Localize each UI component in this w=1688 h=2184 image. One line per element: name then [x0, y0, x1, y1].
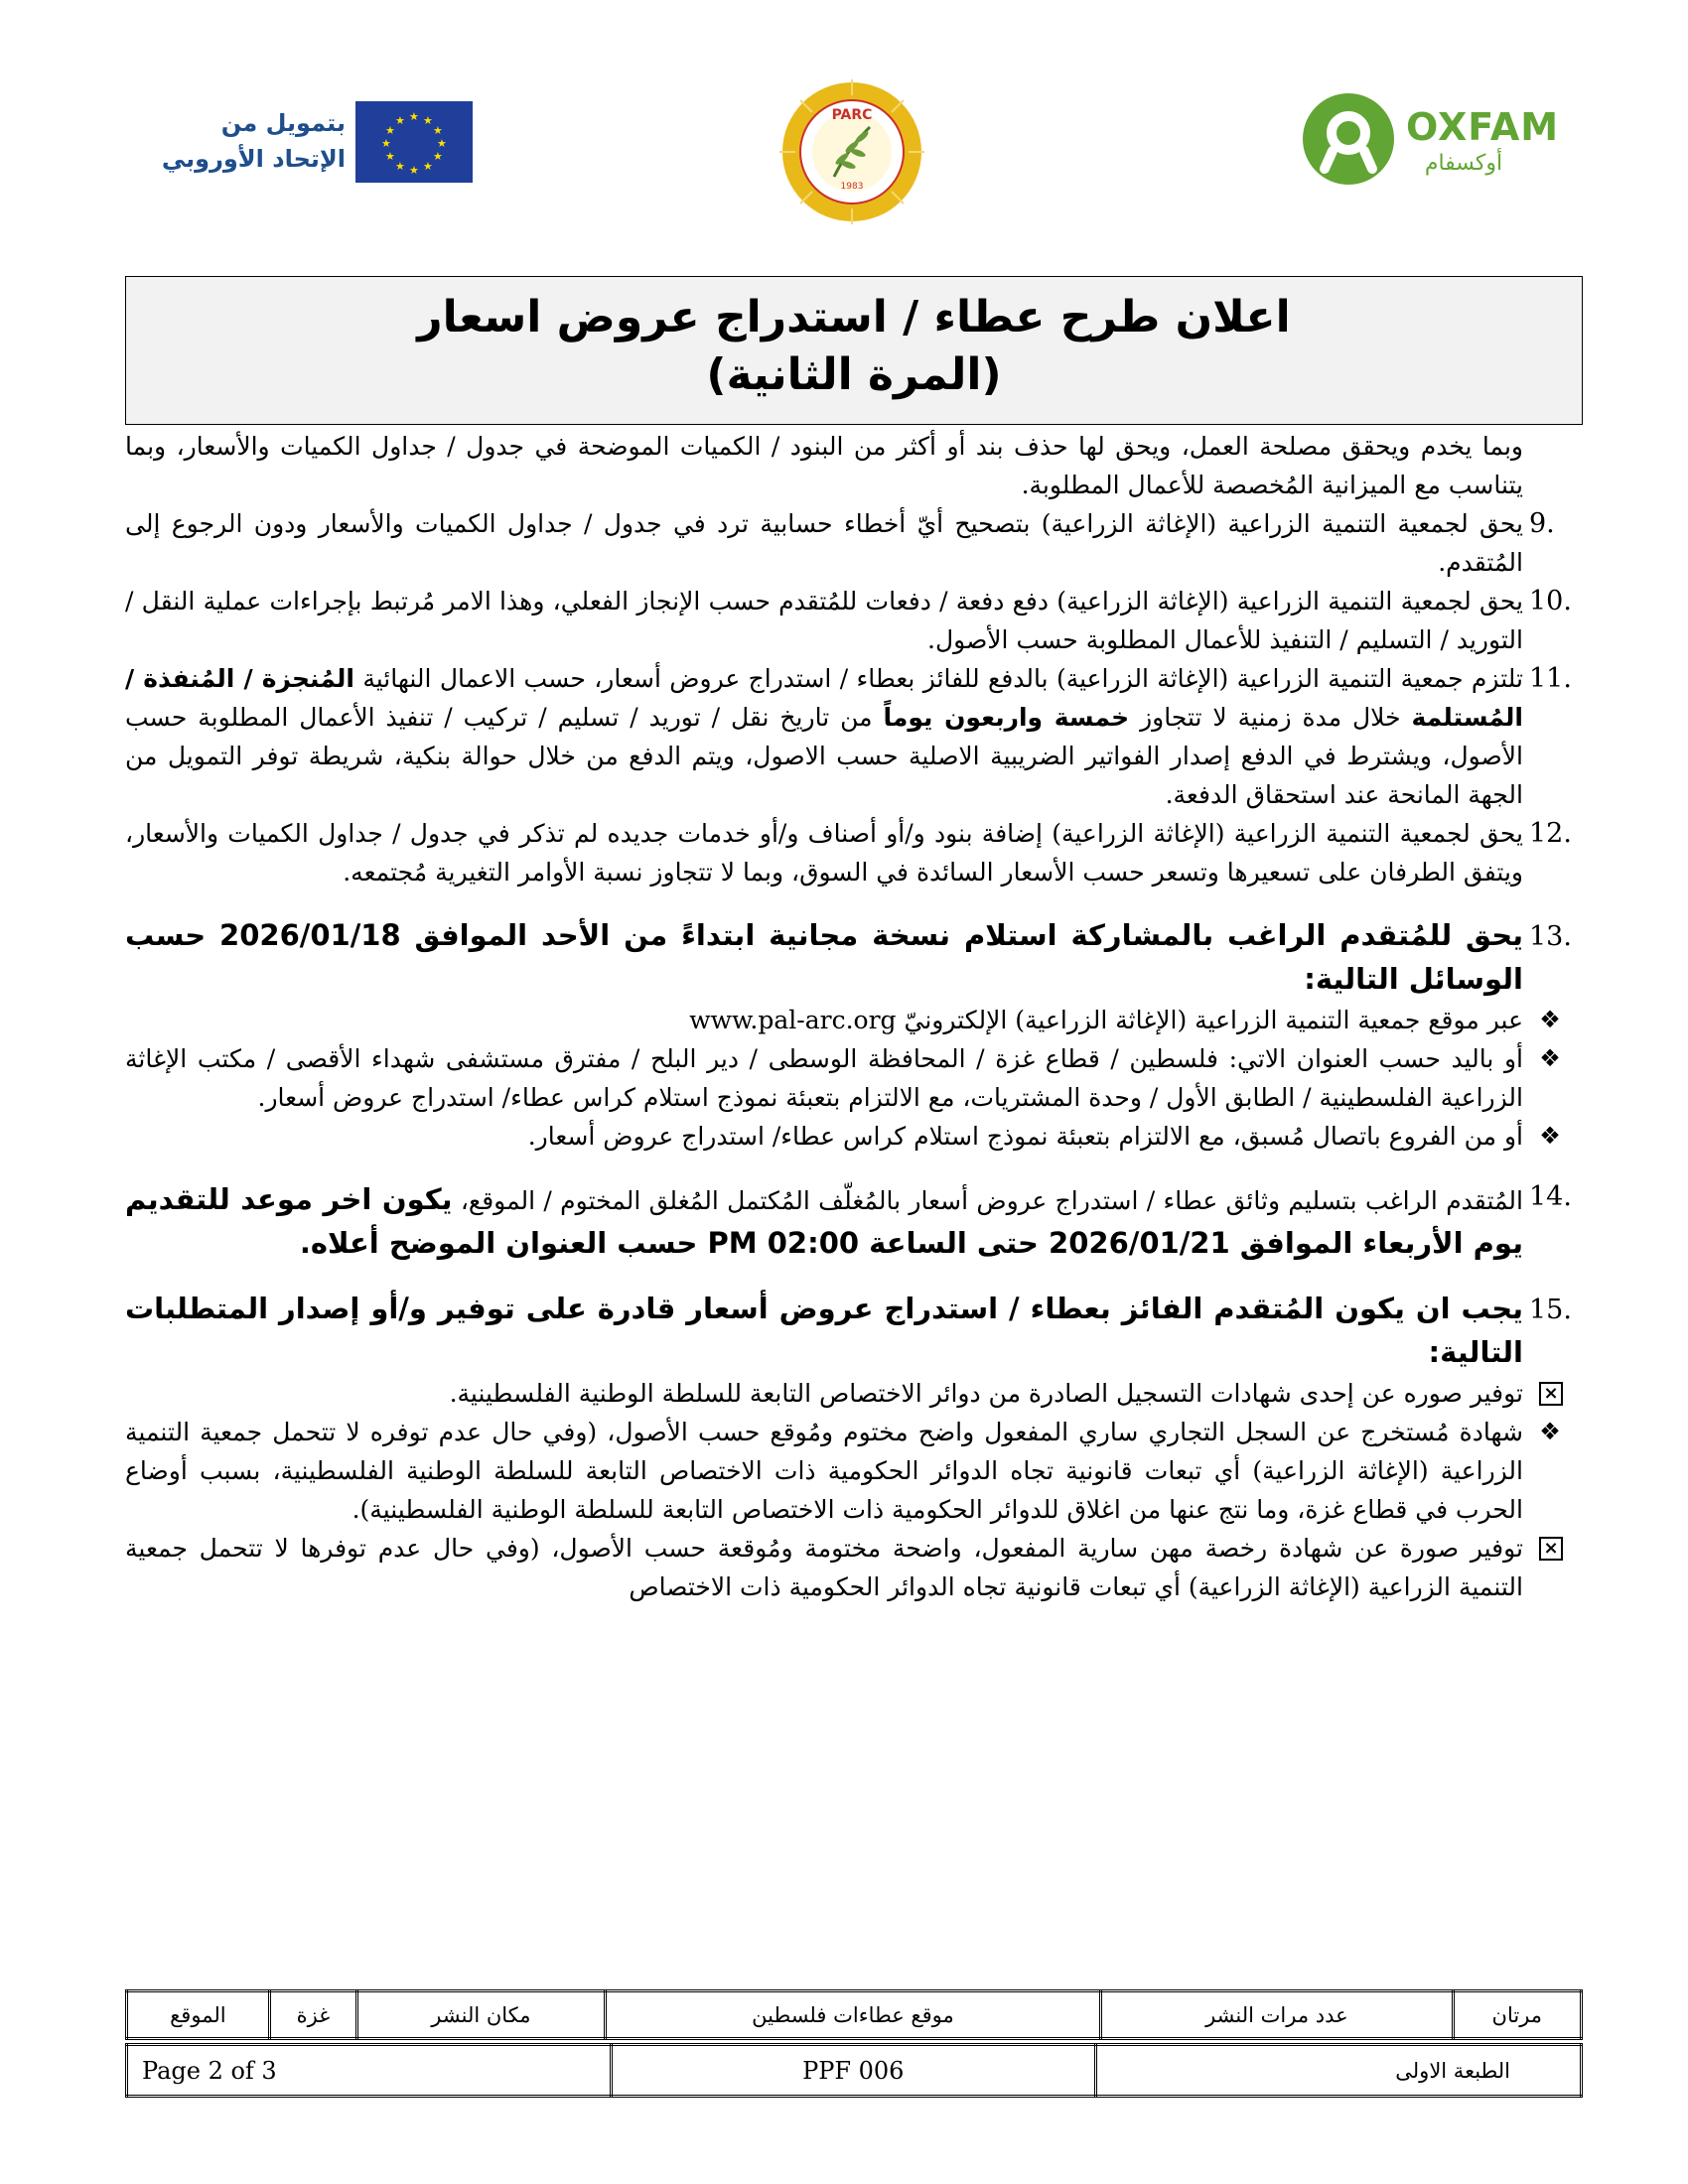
eu-text-line2: الإتحاد الأوروبي: [161, 145, 346, 173]
clause-13-bullet-3: [125, 1117, 1561, 1156]
clause-number: 10.: [1529, 586, 1572, 616]
clause-number: 12.: [1529, 818, 1572, 849]
diamond-bullet-icon: ❖: [1539, 1006, 1561, 1033]
parc-emblem-icon: [773, 77, 931, 226]
clause-number: 14.: [1529, 1181, 1572, 1212]
clause-15-bullet-3: [125, 1529, 1559, 1606]
parc-logo: [773, 77, 931, 226]
bullet-text: شهادة مُستخرج عن السجل التجاري ساري المفعول واضح مختوم ومُوقع حسب الأصول، (وفي حال عدم توفره لا تتحمل جمعية التنمية الزراعية (الإغاثة الزراعية) أي تبعات قانونية تجاه الدوائر الحكومية ذات الاختصاص التابعة للسلطة الوطنية الفلسطينية، بسبب أوضاع الحرب في قطاع غزة، وما نتج عنها من اغلاق للدوائر الحكومية ذات الاختصاص التابعة للسلطة الوطنية الفلسطينية).: [125, 1418, 1523, 1524]
svg-text:1983: 1983: [840, 182, 864, 192]
cell-publish-count-label: عدد مرات النشر: [1101, 1991, 1453, 2039]
clause-15-heading: يجب ان يكون المُتقدم الفائز بعطاء / استدراج عروض أسعار قادرة على توفير و/أو إصدار المتطلبات التالية:: [125, 1292, 1523, 1369]
page-info-row: [127, 2045, 1582, 2097]
clause-15: [125, 1287, 1572, 1606]
website-url[interactable]: www.pal-arc.org: [689, 1006, 897, 1034]
edition-label: الطبعة الاولى: [1095, 2045, 1581, 2097]
clause-11-bold-a: المُنجزة / المُنفذة / المُستلمة: [125, 664, 1523, 732]
oxfam-logo: [1303, 89, 1561, 189]
clause-9: [125, 504, 1555, 582]
eu-flag-icon: ★ ★ ★ ★ ★ ★ ★ ★ ★ ★ ★ ★: [355, 101, 473, 183]
clause-text: يحق لجمعية التنمية الزراعية (الإغاثة الزراعية) إضافة بنود و/أو أصناف و/أو خدمات جديده لم تذكر في جدول / جداول الكميات والأسعار، ويتفق الطرفان على تسعيرها وتسعر حسب الأسعار السائدة في السوق، وبما لا تتجاوز نسبة الأوامر التغيرية مُجتمعه.: [125, 819, 1523, 887]
diamond-bullet-icon: ❖: [1539, 1122, 1561, 1150]
checkbox-bullet-icon: ×: [1539, 1537, 1563, 1561]
clause-13-bullet-2: [125, 1039, 1561, 1117]
announcement-title-box: [125, 276, 1583, 425]
cell-location-label: الموقع: [127, 1991, 270, 2039]
clause-15-bullet-1: [125, 1374, 1559, 1413]
cell-publish-place-value: موقع عطاءات فلسطين: [605, 1991, 1100, 2039]
intro-paragraph: وبما يخدم ويحقق مصلحة العمل، ويحق لها حذف بند أو أكثر من البنود / الكميات الموضحة في جدول / جداول الكميات والأسعار، وبما يتناسب مع الميزانية المُخصصة للأعمال المطلوبة.: [125, 432, 1523, 499]
clause-number: 11.: [1529, 663, 1572, 694]
cell-publish-count-value: مرتان: [1453, 1991, 1581, 2039]
title-line1: اعلان طرح عطاء / استدراج عروض اسعار: [417, 292, 1291, 342]
clause-11-text-b: خلال مدة زمنية لا تتجاوز: [1140, 703, 1401, 732]
oxfam-circle-icon: [1303, 93, 1394, 185]
oxfam-wordmark: OXFAM: [1406, 105, 1560, 149]
eu-funding-text: [157, 105, 346, 177]
bullet-text: عبر موقع جمعية التنمية الزراعية (الإغاثة الزراعية) الإلكترونيّ: [904, 1006, 1523, 1034]
clause-11-text-a: تلتزم جمعية التنمية الزراعية (الإغاثة الزراعية) بالدفع للفائز بعطاء / استدراج عروض أسعار، حسب الاعمال النهائية: [362, 664, 1523, 693]
publication-info-table: [125, 1989, 1583, 2040]
clause-number: 9.: [1529, 508, 1555, 539]
clause-11-bold-b: خمسة واربعون يوماً: [883, 703, 1130, 732]
bullet-text: أو من الفروع باتصال مُسبق، مع الالتزام بتعبئة نموذج استلام كراس عطاء/ استدراج عروض أسعار.: [527, 1122, 1523, 1151]
clause-text: يحق لجمعية التنمية الزراعية (الإغاثة الزراعية) بتصحيح أيّ أخطاء حسابية ترد في جدول / جداول الكميات والأسعار ودون الرجوع إلى المُتقدم.: [125, 509, 1523, 577]
clause-number: 15.: [1529, 1295, 1572, 1325]
eu-funding-logo: [157, 101, 475, 185]
clause-13: [125, 913, 1572, 1156]
cell-location-value: غزة: [269, 1991, 356, 2039]
checkbox-bullet-icon: ×: [1539, 1382, 1563, 1406]
clause-13-heading: يحق للمُتقدم الراغب بالمشاركة استلام نسخة مجانية ابتداءً من الأحد الموافق 2026/01/18 حسب الوسائل التالية:: [125, 918, 1523, 996]
cell-publish-place-label: مكان النشر: [357, 1991, 606, 2039]
clause-14-deadline: يكون اخر موعد للتقديم يوم الأربعاء الموافق 2026/01/21 حتى الساعة 02:00 PM حسب العنوان الموضح أعلاه.: [125, 1182, 1523, 1260]
clause-text: [125, 659, 1523, 814]
page-info-table: [125, 2043, 1583, 2098]
svg-text:PARC: PARC: [831, 107, 873, 123]
clause-number: 13.: [1529, 921, 1572, 952]
bullet-text: توفير صورة عن شهادة رخصة مهن سارية المفعول، واضحة مختومة ومُوقعة حسب الأصول، (وفي حال عدم توفرها لا تتحمل جمعية التنمية الزراعية (الإغاثة الزراعية) أي تبعات قانونية تجاه الدوائر الحكومية ذات الاختصاص: [125, 1534, 1523, 1601]
clause-15-bullet-2: [125, 1413, 1561, 1529]
clause-text: [125, 1177, 1523, 1265]
diamond-bullet-icon: ❖: [1539, 1418, 1561, 1445]
clause-13-bullet-1: [125, 1001, 1561, 1039]
clause-11: [125, 659, 1572, 814]
clause-12: [125, 814, 1572, 891]
bullet-text: توفير صوره عن إحدى شهادات التسجيل الصادرة من دوائر الاختصاص التابعة للسلطة الوطنية الفلسطينية.: [449, 1379, 1523, 1408]
oxfam-arabic-name: أوكسفام: [1424, 151, 1503, 176]
document-body: [125, 427, 1572, 1606]
publication-info-row: [127, 1991, 1582, 2039]
diamond-bullet-icon: ❖: [1539, 1044, 1561, 1072]
clause-10: [125, 582, 1572, 659]
form-code: PPF 006: [611, 2045, 1095, 2097]
clause-14: [125, 1177, 1572, 1265]
page-number: Page 2 of 3: [127, 2045, 612, 2097]
eu-text-line1: بتمويل من: [220, 109, 346, 137]
bullet-text: أو باليد حسب العنوان الاتي: فلسطين / قطاع غزة / المحافظة الوسطى / دير البلح / مفترق مستشفى شهداء الأقصى / مكتب الإغاثة الزراعية الفلسطينية / الطابق الأول / وحدة المشتريات، مع الالتزام بتعبئة نموذج استلام كراس عطاء/ استدراج عروض أسعار.: [125, 1044, 1523, 1112]
clause-14-text: المُتقدم الراغب بتسليم وثائق عطاء / استدراج عروض أسعار بالمُغلّف المُكتمل المُغلق المختوم / الموقع،: [460, 1186, 1523, 1215]
clause-text: يحق لجمعية التنمية الزراعية (الإغاثة الزراعية) دفع دفعة / دفعات للمُتقدم حسب الإنجاز الفعلي، وهذا الامر مُرتبط بإجراءات عملية النقل / التوريد / التسليم / التنفيذ للأعمال المطلوبة حسب الأصول.: [125, 587, 1523, 654]
clause-11-text-c: من تاريخ نقل / توريد / تسليم / تركيب / تنفيذ الأعمال المطلوبة حسب الأصول، ويشترط في الدفع إصدار الفواتير الضريبية الاصلية حسب الاصول، ويتم الدفع من خلال حوالة بنكية، شريطة توفر التمويل من الجهة المانحة عند استحقاق الدفعة.: [125, 703, 1523, 809]
title-line2: (المرة الثانية): [706, 349, 1002, 400]
